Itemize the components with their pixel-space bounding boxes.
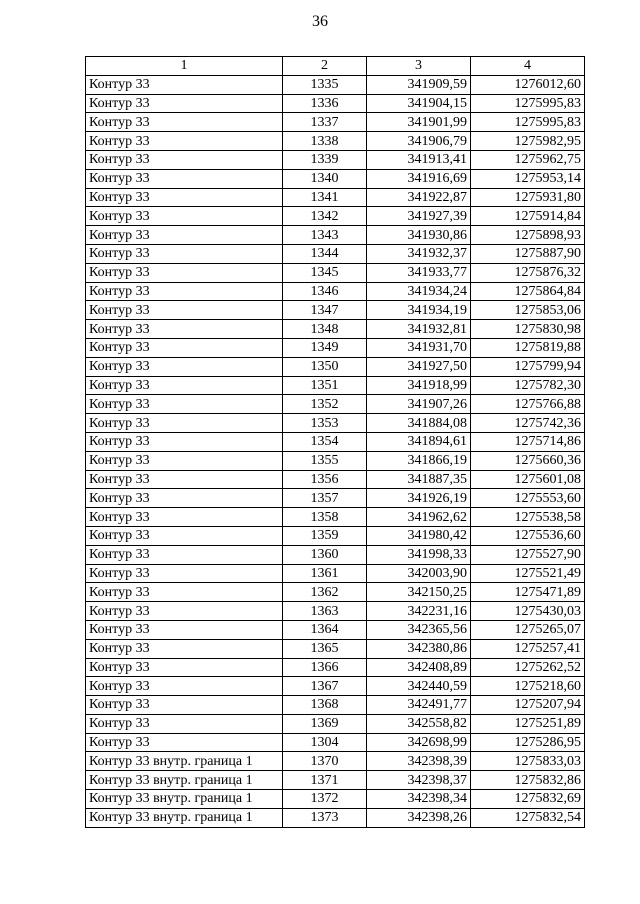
column-header-1: 1 bbox=[86, 57, 283, 76]
y-coordinate-cell: 1275962,75 bbox=[471, 150, 585, 169]
x-coordinate-cell: 342398,39 bbox=[367, 752, 471, 771]
table-row bbox=[86, 658, 585, 677]
y-coordinate-cell: 1275251,89 bbox=[471, 714, 585, 733]
point-number-cell: 1336 bbox=[283, 94, 367, 113]
contour-name-cell: Контур 33 bbox=[86, 714, 283, 733]
table-row bbox=[86, 244, 585, 263]
x-coordinate-cell: 342150,25 bbox=[367, 583, 471, 602]
y-coordinate-cell: 1275766,88 bbox=[471, 395, 585, 414]
contour-name-cell: Контур 33 bbox=[86, 677, 283, 696]
table-row bbox=[86, 733, 585, 752]
point-number-cell: 1362 bbox=[283, 583, 367, 602]
point-number-cell: 1353 bbox=[283, 414, 367, 433]
table-row bbox=[86, 470, 585, 489]
table-row bbox=[86, 188, 585, 207]
contour-name-cell: Контур 33 bbox=[86, 696, 283, 715]
contour-name-cell: Контур 33 bbox=[86, 733, 283, 752]
point-number-cell: 1371 bbox=[283, 771, 367, 790]
x-coordinate-cell: 341980,42 bbox=[367, 526, 471, 545]
contour-name-cell: Контур 33 bbox=[86, 132, 283, 151]
y-coordinate-cell: 1275832,86 bbox=[471, 771, 585, 790]
contour-name-cell: Контур 33 внутр. граница 1 bbox=[86, 771, 283, 790]
table-row bbox=[86, 808, 585, 827]
column-header-2: 2 bbox=[283, 57, 367, 76]
point-number-cell: 1365 bbox=[283, 639, 367, 658]
x-coordinate-cell: 341909,59 bbox=[367, 75, 471, 94]
y-coordinate-cell: 1275995,83 bbox=[471, 94, 585, 113]
contour-name-cell: Контур 33 bbox=[86, 150, 283, 169]
x-coordinate-cell: 342408,89 bbox=[367, 658, 471, 677]
table-row bbox=[86, 226, 585, 245]
x-coordinate-cell: 341962,62 bbox=[367, 508, 471, 527]
point-number-cell: 1367 bbox=[283, 677, 367, 696]
contour-name-cell: Контур 33 bbox=[86, 620, 283, 639]
y-coordinate-cell: 1275898,93 bbox=[471, 226, 585, 245]
contour-name-cell: Контур 33 bbox=[86, 169, 283, 188]
y-coordinate-cell: 1275601,08 bbox=[471, 470, 585, 489]
x-coordinate-cell: 341922,87 bbox=[367, 188, 471, 207]
y-coordinate-cell: 1275262,52 bbox=[471, 658, 585, 677]
point-number-cell: 1341 bbox=[283, 188, 367, 207]
contour-name-cell: Контур 33 bbox=[86, 508, 283, 527]
y-coordinate-cell: 1275876,32 bbox=[471, 263, 585, 282]
x-coordinate-cell: 342231,16 bbox=[367, 602, 471, 621]
point-number-cell: 1355 bbox=[283, 451, 367, 470]
y-coordinate-cell: 1275833,03 bbox=[471, 752, 585, 771]
y-coordinate-cell: 1275257,41 bbox=[471, 639, 585, 658]
x-coordinate-cell: 342491,77 bbox=[367, 696, 471, 715]
y-coordinate-cell: 1275742,36 bbox=[471, 414, 585, 433]
point-number-cell: 1346 bbox=[283, 282, 367, 301]
table-row bbox=[86, 263, 585, 282]
table-row bbox=[86, 432, 585, 451]
x-coordinate-cell: 342398,26 bbox=[367, 808, 471, 827]
y-coordinate-cell: 1275982,95 bbox=[471, 132, 585, 151]
contour-name-cell: Контур 33 bbox=[86, 113, 283, 132]
point-number-cell: 1372 bbox=[283, 790, 367, 809]
point-number-cell: 1370 bbox=[283, 752, 367, 771]
x-coordinate-cell: 341916,69 bbox=[367, 169, 471, 188]
table-row bbox=[86, 714, 585, 733]
page-number: 36 bbox=[312, 13, 328, 30]
x-coordinate-cell: 341934,19 bbox=[367, 301, 471, 320]
x-coordinate-cell: 341887,35 bbox=[367, 470, 471, 489]
table-row bbox=[86, 489, 585, 508]
table-row bbox=[86, 451, 585, 470]
y-coordinate-cell: 1275660,36 bbox=[471, 451, 585, 470]
y-coordinate-cell: 1275218,60 bbox=[471, 677, 585, 696]
table-row bbox=[86, 207, 585, 226]
x-coordinate-cell: 341901,99 bbox=[367, 113, 471, 132]
table-header-row bbox=[86, 57, 585, 76]
x-coordinate-cell: 341934,24 bbox=[367, 282, 471, 301]
y-coordinate-cell: 1275953,14 bbox=[471, 169, 585, 188]
y-coordinate-cell: 1275538,58 bbox=[471, 508, 585, 527]
x-coordinate-cell: 341906,79 bbox=[367, 132, 471, 151]
x-coordinate-cell: 341927,50 bbox=[367, 357, 471, 376]
x-coordinate-cell: 341927,39 bbox=[367, 207, 471, 226]
x-coordinate-cell: 341913,41 bbox=[367, 150, 471, 169]
table-row bbox=[86, 696, 585, 715]
x-coordinate-cell: 341918,99 bbox=[367, 376, 471, 395]
table-row bbox=[86, 282, 585, 301]
contour-name-cell: Контур 33 bbox=[86, 451, 283, 470]
point-number-cell: 1373 bbox=[283, 808, 367, 827]
contour-name-cell: Контур 33 bbox=[86, 583, 283, 602]
table-row bbox=[86, 395, 585, 414]
y-coordinate-cell: 1275471,89 bbox=[471, 583, 585, 602]
y-coordinate-cell: 1275714,86 bbox=[471, 432, 585, 451]
table-row bbox=[86, 620, 585, 639]
y-coordinate-cell: 1275265,07 bbox=[471, 620, 585, 639]
contour-name-cell: Контур 33 bbox=[86, 338, 283, 357]
x-coordinate-cell: 341933,77 bbox=[367, 263, 471, 282]
contour-name-cell: Контур 33 bbox=[86, 658, 283, 677]
contour-name-cell: Контур 33 bbox=[86, 545, 283, 564]
table-row bbox=[86, 508, 585, 527]
y-coordinate-cell: 1275207,94 bbox=[471, 696, 585, 715]
point-number-cell: 1366 bbox=[283, 658, 367, 677]
x-coordinate-cell: 341907,26 bbox=[367, 395, 471, 414]
table-row bbox=[86, 150, 585, 169]
point-number-cell: 1344 bbox=[283, 244, 367, 263]
table-row bbox=[86, 545, 585, 564]
x-coordinate-cell: 341930,86 bbox=[367, 226, 471, 245]
y-coordinate-cell: 1275521,49 bbox=[471, 564, 585, 583]
contour-name-cell: Контур 33 bbox=[86, 639, 283, 658]
x-coordinate-cell: 341998,33 bbox=[367, 545, 471, 564]
x-coordinate-cell: 341866,19 bbox=[367, 451, 471, 470]
table-row bbox=[86, 301, 585, 320]
contour-name-cell: Контур 33 bbox=[86, 489, 283, 508]
y-coordinate-cell: 1275553,60 bbox=[471, 489, 585, 508]
contour-name-cell: Контур 33 bbox=[86, 263, 283, 282]
point-number-cell: 1354 bbox=[283, 432, 367, 451]
contour-name-cell: Контур 33 bbox=[86, 320, 283, 339]
point-number-cell: 1352 bbox=[283, 395, 367, 414]
point-number-cell: 1343 bbox=[283, 226, 367, 245]
table-row bbox=[86, 771, 585, 790]
y-coordinate-cell: 1275995,83 bbox=[471, 113, 585, 132]
y-coordinate-cell: 1275782,30 bbox=[471, 376, 585, 395]
y-coordinate-cell: 1275819,88 bbox=[471, 338, 585, 357]
x-coordinate-cell: 342398,37 bbox=[367, 771, 471, 790]
y-coordinate-cell: 1275832,69 bbox=[471, 790, 585, 809]
y-coordinate-cell: 1275887,90 bbox=[471, 244, 585, 263]
y-coordinate-cell: 1275832,54 bbox=[471, 808, 585, 827]
point-number-cell: 1350 bbox=[283, 357, 367, 376]
point-number-cell: 1363 bbox=[283, 602, 367, 621]
table-row bbox=[86, 639, 585, 658]
x-coordinate-cell: 341894,61 bbox=[367, 432, 471, 451]
point-number-cell: 1368 bbox=[283, 696, 367, 715]
point-number-cell: 1337 bbox=[283, 113, 367, 132]
x-coordinate-cell: 341931,70 bbox=[367, 338, 471, 357]
y-coordinate-cell: 1275286,95 bbox=[471, 733, 585, 752]
table-row bbox=[86, 169, 585, 188]
contour-name-cell: Контур 33 bbox=[86, 470, 283, 489]
point-number-cell: 1356 bbox=[283, 470, 367, 489]
table-body bbox=[86, 75, 585, 827]
point-number-cell: 1360 bbox=[283, 545, 367, 564]
column-header-3: 3 bbox=[367, 57, 471, 76]
x-coordinate-cell: 342440,59 bbox=[367, 677, 471, 696]
table-row bbox=[86, 526, 585, 545]
table-row bbox=[86, 320, 585, 339]
contour-name-cell: Контур 33 bbox=[86, 94, 283, 113]
contour-name-cell: Контур 33 bbox=[86, 207, 283, 226]
point-number-cell: 1338 bbox=[283, 132, 367, 151]
point-number-cell: 1345 bbox=[283, 263, 367, 282]
x-coordinate-cell: 341932,37 bbox=[367, 244, 471, 263]
column-header-4: 4 bbox=[471, 57, 585, 76]
contour-name-cell: Контур 33 bbox=[86, 395, 283, 414]
y-coordinate-cell: 1275830,98 bbox=[471, 320, 585, 339]
point-number-cell: 1304 bbox=[283, 733, 367, 752]
contour-name-cell: Контур 33 bbox=[86, 414, 283, 433]
contour-name-cell: Контур 33 внутр. граница 1 bbox=[86, 790, 283, 809]
y-coordinate-cell: 1275853,06 bbox=[471, 301, 585, 320]
y-coordinate-cell: 1275799,94 bbox=[471, 357, 585, 376]
x-coordinate-cell: 341932,81 bbox=[367, 320, 471, 339]
contour-name-cell: Контур 33 bbox=[86, 226, 283, 245]
point-number-cell: 1340 bbox=[283, 169, 367, 188]
y-coordinate-cell: 1275536,60 bbox=[471, 526, 585, 545]
x-coordinate-cell: 342558,82 bbox=[367, 714, 471, 733]
point-number-cell: 1339 bbox=[283, 150, 367, 169]
point-number-cell: 1361 bbox=[283, 564, 367, 583]
x-coordinate-cell: 341926,19 bbox=[367, 489, 471, 508]
contour-name-cell: Контур 33 bbox=[86, 188, 283, 207]
contour-name-cell: Контур 33 bbox=[86, 564, 283, 583]
point-number-cell: 1359 bbox=[283, 526, 367, 545]
table-row bbox=[86, 357, 585, 376]
y-coordinate-cell: 1275864,84 bbox=[471, 282, 585, 301]
point-number-cell: 1357 bbox=[283, 489, 367, 508]
contour-name-cell: Контур 33 bbox=[86, 244, 283, 263]
point-number-cell: 1347 bbox=[283, 301, 367, 320]
y-coordinate-cell: 1275931,80 bbox=[471, 188, 585, 207]
x-coordinate-cell: 342003,90 bbox=[367, 564, 471, 583]
x-coordinate-cell: 341884,08 bbox=[367, 414, 471, 433]
point-number-cell: 1358 bbox=[283, 508, 367, 527]
y-coordinate-cell: 1275430,03 bbox=[471, 602, 585, 621]
contour-name-cell: Контур 33 bbox=[86, 376, 283, 395]
x-coordinate-cell: 342380,86 bbox=[367, 639, 471, 658]
y-coordinate-cell: 1275914,84 bbox=[471, 207, 585, 226]
contour-name-cell: Контур 33 bbox=[86, 282, 283, 301]
table-row bbox=[86, 113, 585, 132]
x-coordinate-cell: 341904,15 bbox=[367, 94, 471, 113]
table-row bbox=[86, 338, 585, 357]
x-coordinate-cell: 342698,99 bbox=[367, 733, 471, 752]
table-row bbox=[86, 132, 585, 151]
point-number-cell: 1364 bbox=[283, 620, 367, 639]
x-coordinate-cell: 342365,56 bbox=[367, 620, 471, 639]
table-row bbox=[86, 75, 585, 94]
table-row bbox=[86, 602, 585, 621]
point-number-cell: 1335 bbox=[283, 75, 367, 94]
point-number-cell: 1349 bbox=[283, 338, 367, 357]
point-number-cell: 1351 bbox=[283, 376, 367, 395]
coordinates-table bbox=[85, 56, 585, 828]
contour-name-cell: Контур 33 bbox=[86, 602, 283, 621]
table-row bbox=[86, 583, 585, 602]
contour-name-cell: Контур 33 bbox=[86, 75, 283, 94]
contour-name-cell: Контур 33 bbox=[86, 526, 283, 545]
table-row bbox=[86, 790, 585, 809]
table-row bbox=[86, 94, 585, 113]
point-number-cell: 1369 bbox=[283, 714, 367, 733]
y-coordinate-cell: 1275527,90 bbox=[471, 545, 585, 564]
contour-name-cell: Контур 33 bbox=[86, 357, 283, 376]
contour-name-cell: Контур 33 bbox=[86, 301, 283, 320]
table-row bbox=[86, 564, 585, 583]
table-row bbox=[86, 414, 585, 433]
point-number-cell: 1348 bbox=[283, 320, 367, 339]
point-number-cell: 1342 bbox=[283, 207, 367, 226]
table-row bbox=[86, 677, 585, 696]
contour-name-cell: Контур 33 bbox=[86, 432, 283, 451]
contour-name-cell: Контур 33 внутр. граница 1 bbox=[86, 752, 283, 771]
y-coordinate-cell: 1276012,60 bbox=[471, 75, 585, 94]
table-row bbox=[86, 376, 585, 395]
table-row bbox=[86, 752, 585, 771]
contour-name-cell: Контур 33 внутр. граница 1 bbox=[86, 808, 283, 827]
x-coordinate-cell: 342398,34 bbox=[367, 790, 471, 809]
